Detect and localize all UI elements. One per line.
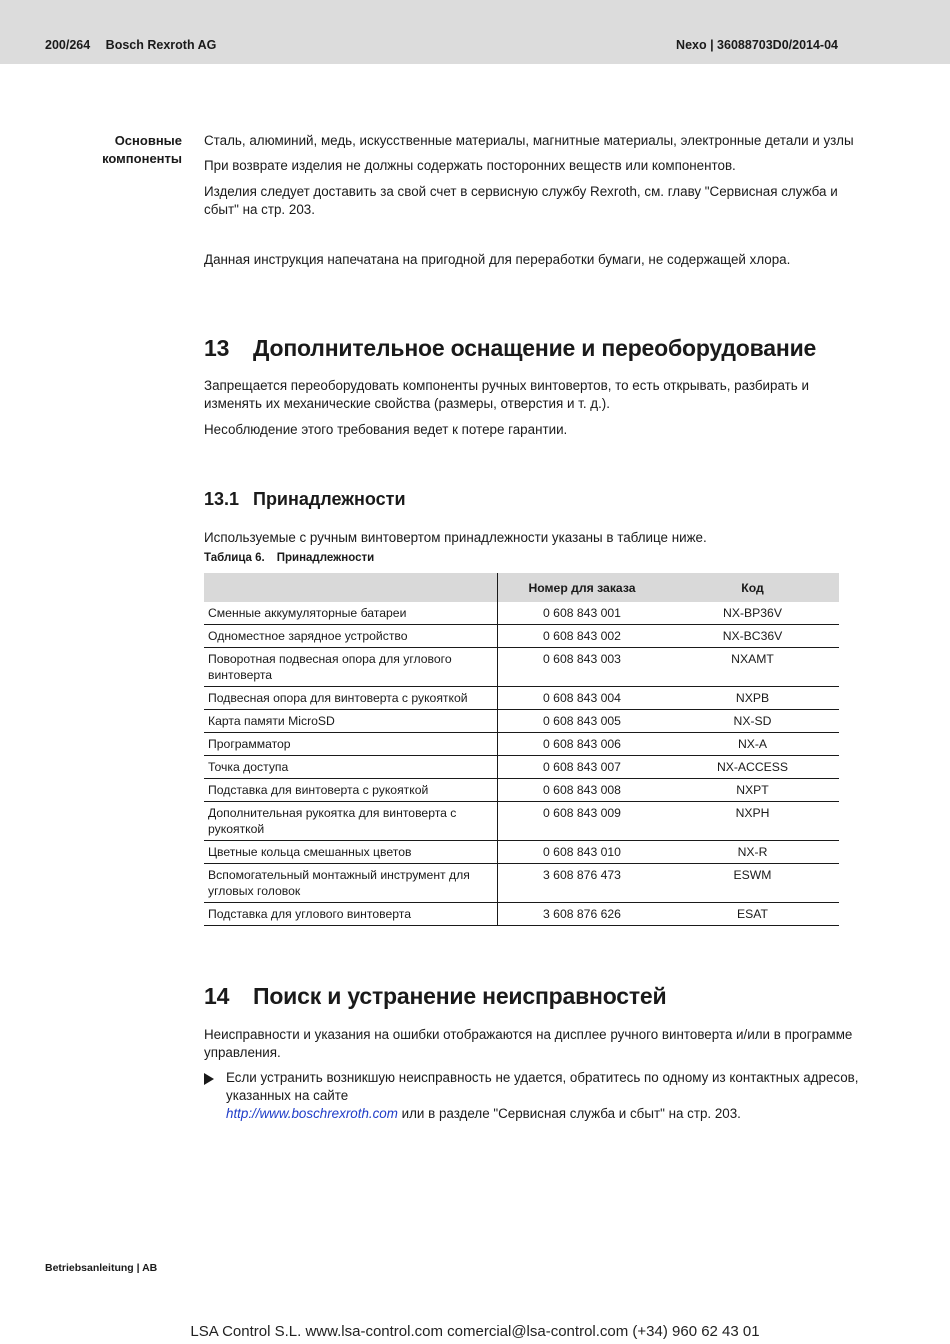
table-cell-order: 0 608 843 008 (498, 779, 667, 802)
table-cell-name: Точка доступа (204, 756, 498, 779)
accessories-table (204, 573, 839, 926)
text-line: Если устранить возникшую неисправность не удается, обратитесь по одному из контактных адресов, (226, 1070, 859, 1085)
text-line: Изделия следует доставить за свой счет в сервисную службу Rexroth, см. главу "Сервисная служба и (204, 184, 838, 199)
section-title: Поиск и устранение неисправностей (253, 983, 667, 1009)
text-line: Запрещается переоборудовать компоненты ручных винтовертов, то есть открывать, разбирать и (204, 378, 809, 393)
table-caption (204, 552, 374, 564)
table-cell-order: 0 608 843 006 (498, 733, 667, 756)
caption-number: Таблица 6. (204, 552, 265, 564)
table-cell-order: 0 608 843 005 (498, 710, 667, 733)
table-cell-name: Подставка для углового винтоверта (204, 903, 498, 926)
table-cell-order: 0 608 843 001 (498, 602, 667, 625)
side-label (60, 132, 182, 168)
table-row (204, 779, 839, 802)
caption-title: Принадлежности (276, 552, 375, 564)
table-cell-code: NXPH (666, 802, 839, 841)
table-cell-order: 3 608 876 473 (498, 864, 667, 903)
column-header (204, 573, 498, 602)
section-14-paragraph (204, 1026, 852, 1062)
column-header: Номер для заказа (498, 573, 667, 602)
table-cell-code: NX-A (666, 733, 839, 756)
table-cell-code: NXPT (666, 779, 839, 802)
table-cell-name: Подставка для винтоверта с рукояткой (204, 779, 498, 802)
table-row (204, 710, 839, 733)
table-cell-order: 0 608 843 007 (498, 756, 667, 779)
section-13-heading (204, 335, 816, 362)
table-cell-name: Одноместное зарядное устройство (204, 625, 498, 648)
table-cell-order: 0 608 843 010 (498, 841, 667, 864)
table-cell-code: NXPB (666, 687, 839, 710)
header-left (45, 38, 216, 52)
table-row (204, 802, 839, 841)
table-cell-order: 0 608 843 002 (498, 625, 667, 648)
table-cell-name: Поворотная подвесная опора для углового винтоверта (204, 648, 498, 687)
table-cell-code: ESWM (666, 864, 839, 903)
table-row (204, 625, 839, 648)
table-cell-code: NX-R (666, 841, 839, 864)
table-row (204, 841, 839, 864)
document-id: Nexo | 36088703D0/2014-04 (676, 38, 838, 52)
table-header-row (204, 573, 839, 602)
table-cell-code: NX-BP36V (666, 602, 839, 625)
text-line: изменять их механические свойства (размеры, отверстия и т. д.). (204, 396, 610, 411)
footer-contact: LSA Control S.L. www.lsa-control.com comercial@lsa-control.com (+34) 960 62 43 01 (190, 1323, 760, 1340)
website-link[interactable]: http://www.boschrexroth.com (226, 1106, 398, 1121)
section-14-bullet-text (226, 1069, 859, 1123)
table-cell-code: NXAMT (666, 648, 839, 687)
table-cell-order: 0 608 843 004 (498, 687, 667, 710)
section-number: 14 (204, 983, 230, 1009)
section-title: Дополнительное оснащение и переоборудование (253, 335, 817, 361)
table-cell-name: Карта памяти MicroSD (204, 710, 498, 733)
table-row (204, 864, 839, 903)
table-cell-code: ESAT (666, 903, 839, 926)
table-cell-code: NX-SD (666, 710, 839, 733)
table-row (204, 687, 839, 710)
text-span: или в разделе "Сервисная служба и сбыт" на стр. 203. (397, 1106, 741, 1121)
column-header: Код (666, 573, 839, 602)
text-line: сбыт" на стр. 203. (204, 202, 315, 217)
page-number: 200/264 (45, 38, 91, 52)
table-cell-code: NX-ACCESS (666, 756, 839, 779)
table-cell-order: 3 608 876 626 (498, 903, 667, 926)
section-13-paragraph-2: Несоблюдение этого требования ведет к потере гарантии. (204, 422, 568, 437)
text-line: Неисправности и указания на ошибки отображаются на дисплее ручного винтоверта и/или в программе (204, 1027, 853, 1042)
page-header (0, 0, 950, 64)
table-row (204, 756, 839, 779)
table-cell-order: 0 608 843 003 (498, 648, 667, 687)
intro-paragraph-3 (204, 183, 838, 219)
side-label-line: Основные (114, 133, 182, 148)
intro-paragraph-1: Сталь, алюминий, медь, искусственные материалы, магнитные материалы, электронные детали и узлы (204, 133, 854, 148)
table-cell-name: Дополнительная рукоятка для винтоверта с рукояткой (204, 802, 498, 841)
section-number: 13 (204, 335, 230, 361)
section-14-heading (204, 983, 666, 1010)
table-row (204, 733, 839, 756)
table-cell-name: Вспомогательный монтажный инструмент для угловых головок (204, 864, 498, 903)
section-13-paragraph-1 (204, 377, 809, 413)
table-cell-order: 0 608 843 009 (498, 802, 667, 841)
table-row (204, 903, 839, 926)
table-row (204, 648, 839, 687)
company-name: Bosch Rexroth AG (105, 38, 217, 52)
section-title: Принадлежности (253, 489, 406, 509)
text-line: управления. (204, 1045, 281, 1060)
section-number: 13.1 (204, 489, 240, 509)
table-cell-name: Программатор (204, 733, 498, 756)
intro-paragraph-4: Данная инструкция напечатана на пригодной для переработки бумаги, не содержащей хлора. (204, 252, 791, 267)
table-cell-name: Сменные аккумуляторные батареи (204, 602, 498, 625)
table-cell-name: Цветные кольца смешанных цветов (204, 841, 498, 864)
bullet-arrow-icon (204, 1073, 214, 1085)
intro-paragraph-2: При возврате изделия не должны содержать посторонних веществ или компонентов. (204, 158, 736, 173)
text-line (226, 1105, 859, 1123)
side-label-line: компоненты (102, 151, 182, 166)
table-cell-name: Подвесная опора для винтоверта с рукояткой (204, 687, 498, 710)
table-cell-code: NX-BC36V (666, 625, 839, 648)
section-13-1-paragraph: Используемые с ручным винтовертом принадлежности указаны в таблице ниже. (204, 530, 707, 545)
text-line: указанных на сайте (226, 1088, 349, 1103)
section-13-1-heading (204, 489, 406, 510)
footer-label: Betriebsanleitung | AB (45, 1262, 158, 1274)
table-row (204, 602, 839, 625)
